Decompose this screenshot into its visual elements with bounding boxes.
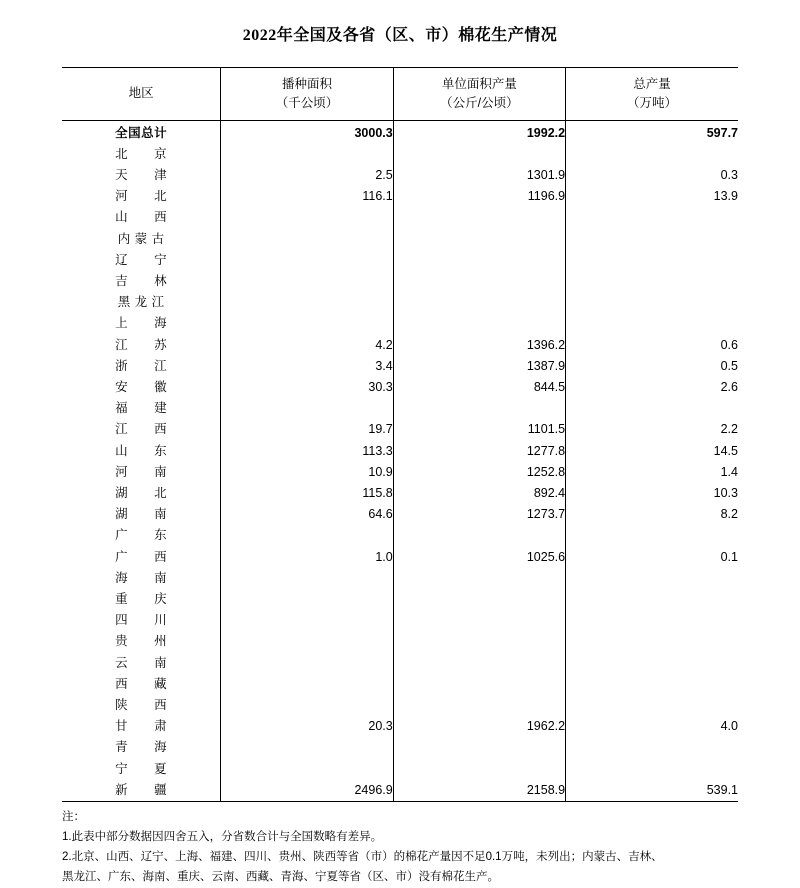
- cell-output: 0.3: [566, 165, 738, 186]
- cell-output: [566, 695, 738, 716]
- cell-region: 全国总计: [115, 125, 168, 140]
- cell-region: 广 西: [115, 549, 168, 564]
- cell-output: [566, 631, 738, 652]
- cell-yield: 1387.9: [393, 356, 565, 377]
- column-header-output-unit: （万吨）: [627, 95, 678, 110]
- column-header-sown-area-unit: （千公顷）: [275, 95, 339, 110]
- cell-region: 北 京: [115, 146, 168, 161]
- cell-region: 贵 州: [115, 634, 168, 649]
- note-item-1: 1.此表中部分数据因四舍五入，分省数合计与全国数略有差异。: [62, 831, 383, 844]
- cell-sown-area: 4.2: [221, 335, 393, 356]
- table-row: [62, 610, 738, 631]
- cell-yield: 892.4: [393, 483, 565, 504]
- column-header-sown-area: [221, 68, 393, 121]
- cell-output: 539.1: [566, 780, 738, 801]
- cell-output: 0.6: [566, 335, 738, 356]
- column-header-yield-title: 单位面积产量: [441, 77, 517, 91]
- cell-yield: [393, 737, 565, 758]
- cell-sown-area: [221, 568, 393, 589]
- cell-yield: [393, 250, 565, 271]
- cell-sown-area: [221, 271, 393, 292]
- column-header-yield: [393, 68, 565, 121]
- cell-sown-area: 3000.3: [221, 120, 393, 144]
- table-header-row: [62, 68, 738, 121]
- cell-output: [566, 589, 738, 610]
- cell-output: [566, 568, 738, 589]
- cell-sown-area: 3.4: [221, 356, 393, 377]
- cell-region: 新 疆: [115, 782, 168, 797]
- table-row: [62, 674, 738, 695]
- cell-output: [566, 653, 738, 674]
- cell-region: 安 徽: [115, 379, 168, 394]
- cotton-production-table: [62, 67, 738, 801]
- cell-output: 10.3: [566, 483, 738, 504]
- cell-output: 0.5: [566, 356, 738, 377]
- cell-output: 13.9: [566, 186, 738, 207]
- cell-region: 河 北: [115, 189, 168, 204]
- cell-sown-area: 2496.9: [221, 780, 393, 801]
- cell-output: [566, 144, 738, 165]
- cell-yield: 1962.2: [393, 716, 565, 737]
- table-row: [62, 229, 738, 250]
- cell-region: 宁 夏: [115, 761, 168, 776]
- cell-sown-area: [221, 250, 393, 271]
- cell-yield: 1196.9: [393, 186, 565, 207]
- cell-region: 辽 宁: [115, 252, 168, 267]
- cell-yield: 844.5: [393, 377, 565, 398]
- cell-output: [566, 250, 738, 271]
- cell-yield: [393, 695, 565, 716]
- cell-yield: [393, 525, 565, 546]
- cell-sown-area: [221, 653, 393, 674]
- column-header-output-title: 总产量: [633, 77, 671, 91]
- cell-sown-area: [221, 631, 393, 652]
- cell-output: [566, 525, 738, 546]
- cell-yield: 1301.9: [393, 165, 565, 186]
- cell-sown-area: 19.7: [221, 419, 393, 440]
- table-row: [62, 759, 738, 780]
- cell-output: [566, 229, 738, 250]
- cell-sown-area: [221, 313, 393, 334]
- table-header: [62, 68, 738, 121]
- cell-yield: 1025.6: [393, 547, 565, 568]
- cell-output: 4.0: [566, 716, 738, 737]
- table-row: [62, 292, 738, 313]
- cell-output: [566, 610, 738, 631]
- cell-region: 吉 林: [115, 273, 168, 288]
- table-row: [62, 462, 738, 483]
- table-row: [62, 250, 738, 271]
- table-row: [62, 419, 738, 440]
- table-body: [62, 120, 738, 801]
- cell-output: 1.4: [566, 462, 738, 483]
- cell-yield: [393, 144, 565, 165]
- cell-sown-area: 113.3: [221, 441, 393, 462]
- cell-yield: [393, 589, 565, 610]
- table-notes: [62, 807, 738, 888]
- cell-output: [566, 271, 738, 292]
- cell-output: 0.1: [566, 547, 738, 568]
- table-bottom-rule: [62, 801, 738, 802]
- table-row: [62, 483, 738, 504]
- cell-output: 14.5: [566, 441, 738, 462]
- cell-output: 8.2: [566, 504, 738, 525]
- cell-sown-area: [221, 610, 393, 631]
- table-row: [62, 398, 738, 419]
- cell-sown-area: [221, 695, 393, 716]
- cell-region: 内 蒙 古: [117, 231, 165, 246]
- cell-sown-area: 2.5: [221, 165, 393, 186]
- cell-yield: 1101.5: [393, 419, 565, 440]
- cell-region: 重 庆: [115, 591, 168, 606]
- cell-region: 山 西: [115, 210, 168, 225]
- table-row: [62, 504, 738, 525]
- cell-region: 海 南: [115, 570, 168, 585]
- cell-output: [566, 313, 738, 334]
- cell-region: 青 海: [115, 740, 168, 755]
- cell-yield: [393, 610, 565, 631]
- cell-region: 上 海: [115, 316, 168, 331]
- cell-sown-area: 116.1: [221, 186, 393, 207]
- table-row: [62, 737, 738, 758]
- cell-region: 福 建: [115, 401, 168, 416]
- cell-sown-area: [221, 759, 393, 780]
- cell-sown-area: 1.0: [221, 547, 393, 568]
- page-title: 2022年全国及各省（区、市）棉花生产情况: [242, 27, 558, 44]
- cell-sown-area: 30.3: [221, 377, 393, 398]
- cell-region: 河 南: [115, 464, 168, 479]
- cell-yield: 1277.8: [393, 441, 565, 462]
- cell-sown-area: [221, 525, 393, 546]
- cell-output: 2.2: [566, 419, 738, 440]
- table-row: [62, 653, 738, 674]
- cell-output: [566, 759, 738, 780]
- cell-yield: [393, 207, 565, 228]
- cell-yield: [393, 271, 565, 292]
- cell-output: [566, 737, 738, 758]
- cell-sown-area: [221, 674, 393, 695]
- column-header-region: [62, 68, 221, 121]
- cell-yield: [393, 674, 565, 695]
- table-row: [62, 547, 738, 568]
- column-header-region-label: 地区: [128, 86, 154, 101]
- cell-output: [566, 674, 738, 695]
- cell-region: 江 西: [115, 422, 168, 437]
- column-header-sown-area-title: 播种面积: [282, 77, 333, 91]
- cell-region: 湖 北: [115, 485, 168, 500]
- cell-sown-area: 10.9: [221, 462, 393, 483]
- cell-yield: 1252.8: [393, 462, 565, 483]
- cell-output: 597.7: [566, 120, 738, 144]
- cell-yield: 1273.7: [393, 504, 565, 525]
- cell-region: 山 东: [115, 443, 168, 458]
- cell-yield: 1396.2: [393, 335, 565, 356]
- cell-yield: [393, 398, 565, 419]
- cell-sown-area: [221, 144, 393, 165]
- cell-region: 天 津: [115, 167, 168, 182]
- table-row: [62, 144, 738, 165]
- column-header-yield-unit: （公斤/公顷）: [440, 95, 519, 110]
- table-row: [62, 356, 738, 377]
- table-row: [62, 335, 738, 356]
- cell-yield: 2158.9: [393, 780, 565, 801]
- cell-region: 陕 西: [115, 697, 168, 712]
- table-row: [62, 631, 738, 652]
- cell-yield: [393, 653, 565, 674]
- cell-output: [566, 398, 738, 419]
- cell-yield: [393, 229, 565, 250]
- cell-sown-area: [221, 737, 393, 758]
- cell-output: [566, 207, 738, 228]
- table-row: [62, 377, 738, 398]
- cell-yield: 1992.2: [393, 120, 565, 144]
- cell-sown-area: [221, 398, 393, 419]
- cell-output: [566, 292, 738, 313]
- cell-region: 西 藏: [115, 676, 168, 691]
- table-row: [62, 568, 738, 589]
- cell-sown-area: [221, 229, 393, 250]
- cell-yield: [393, 313, 565, 334]
- cell-region: 江 苏: [115, 337, 168, 352]
- table-row: [62, 441, 738, 462]
- table-row: [62, 165, 738, 186]
- table-row: [62, 525, 738, 546]
- table-row: [62, 695, 738, 716]
- table-row: [62, 207, 738, 228]
- cell-sown-area: [221, 589, 393, 610]
- cell-yield: [393, 759, 565, 780]
- cell-region: 四 川: [115, 613, 168, 628]
- table-row: [62, 271, 738, 292]
- cell-region: 浙 江: [115, 358, 168, 373]
- cell-region: 湖 南: [115, 507, 168, 522]
- table-row: [62, 716, 738, 737]
- cell-region: 广 东: [115, 528, 168, 543]
- note-item-2: 2.北京、山西、辽宁、上海、福建、四川、贵州、陕西等省（市）的棉花产量因不足0.1万吨，未列出；内蒙古、吉林、: [62, 851, 663, 864]
- column-header-output: [566, 68, 738, 121]
- cell-yield: [393, 631, 565, 652]
- notes-label: 注：: [62, 811, 85, 823]
- cell-yield: [393, 568, 565, 589]
- note-item-3: 黑龙江、广东、海南、重庆、云南、西藏、青海、宁夏等省（区、市）没有棉花生产。: [62, 871, 499, 884]
- cell-sown-area: [221, 207, 393, 228]
- cell-region: 云 南: [115, 655, 168, 670]
- cell-sown-area: 20.3: [221, 716, 393, 737]
- cell-sown-area: [221, 292, 393, 313]
- table-row: [62, 313, 738, 334]
- cell-yield: [393, 292, 565, 313]
- cell-region: 甘 肃: [115, 719, 168, 734]
- cell-output: 2.6: [566, 377, 738, 398]
- cell-region: 黑 龙 江: [117, 295, 165, 310]
- cell-sown-area: 115.8: [221, 483, 393, 504]
- table-row: [62, 589, 738, 610]
- table-row: [62, 120, 738, 144]
- table-row: [62, 186, 738, 207]
- table-row: [62, 780, 738, 801]
- cotton-production-table-container: [62, 67, 738, 801]
- cell-sown-area: 64.6: [221, 504, 393, 525]
